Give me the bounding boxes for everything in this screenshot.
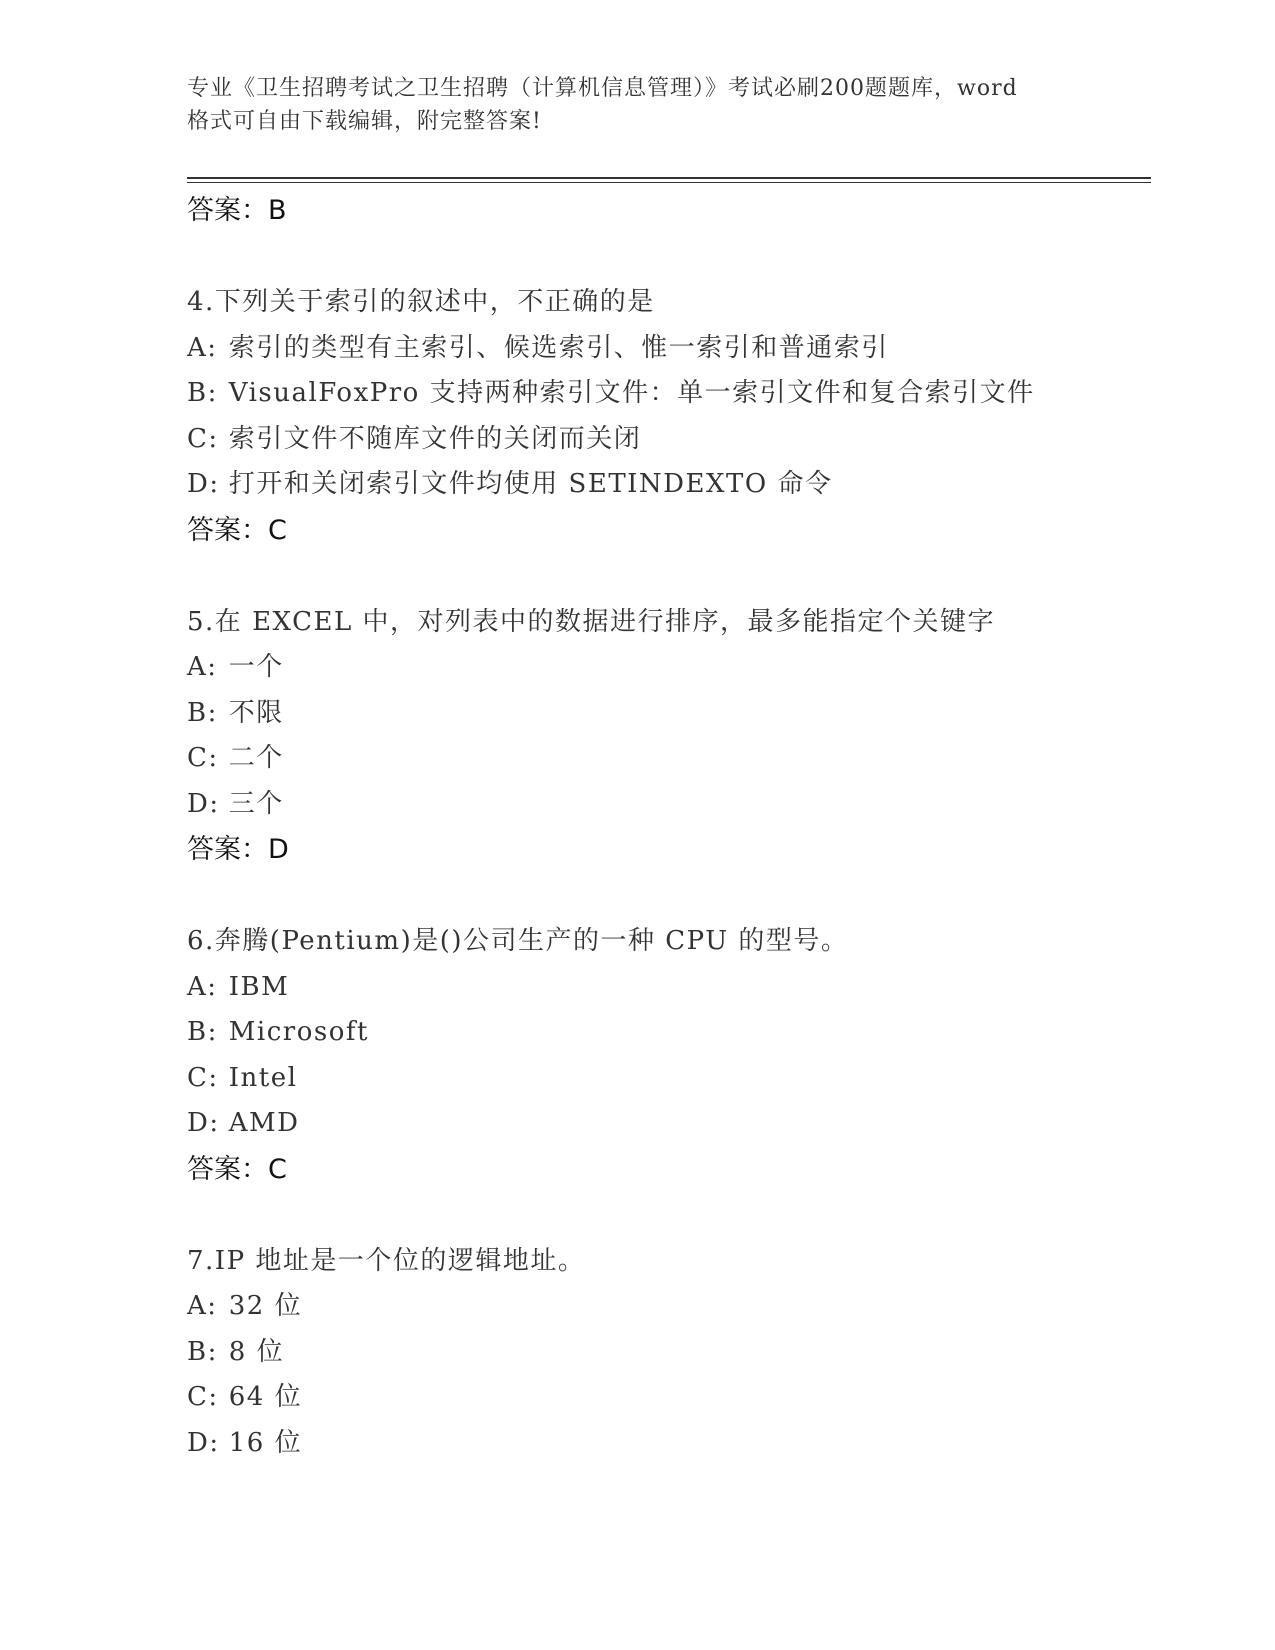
option-d	[187, 782, 1151, 828]
option-b	[187, 1330, 1151, 1376]
option-label: A:	[187, 652, 218, 682]
option-label: D:	[187, 788, 220, 819]
option-label: D:	[187, 1108, 220, 1138]
option-c	[187, 1056, 1151, 1102]
option-text: 16 位	[228, 1427, 303, 1458]
option-text: 三个	[228, 788, 284, 819]
option-label: D:	[187, 469, 220, 499]
question-6	[187, 919, 1151, 1192]
option-d	[187, 1101, 1151, 1147]
answer-line: 答案：C	[187, 514, 287, 546]
option-text: IBM	[228, 971, 290, 1002]
option-b	[187, 1010, 1151, 1056]
question-stem: 6.奔腾(Pentium)是()公司生产的一种 CPU 的型号。	[187, 926, 849, 956]
option-text: VisualFoxPro 支持两种索引文件：单一索引文件和复合索引文件	[228, 378, 1035, 408]
option-label: A:	[187, 971, 218, 1002]
option-d	[187, 462, 1151, 508]
option-text: Intel	[228, 1062, 298, 1093]
option-label: C:	[187, 1382, 219, 1412]
option-text: 索引的类型有主索引、候选索引、惟一索引和普通索引	[228, 332, 889, 363]
option-text: 索引文件不随库文件的关闭而关闭	[228, 423, 642, 454]
header-divider-thick	[187, 177, 1151, 179]
option-label: C:	[187, 743, 219, 773]
question-4	[187, 280, 1151, 553]
option-label: B:	[187, 1336, 218, 1367]
option-label: A:	[187, 1291, 218, 1321]
option-label: A:	[187, 332, 218, 363]
option-c	[187, 1375, 1151, 1421]
option-a	[187, 1284, 1151, 1330]
option-label: B:	[187, 378, 218, 408]
option-label: D:	[187, 1427, 220, 1458]
option-label: B:	[187, 697, 218, 728]
header-divider-thin	[187, 182, 1151, 183]
option-label: B:	[187, 1017, 218, 1047]
question-5	[187, 600, 1151, 873]
option-text: 64 位	[228, 1382, 303, 1412]
option-text: 打开和关闭索引文件均使用 SETINDEXTO 命令	[228, 469, 833, 499]
option-text: 32 位	[228, 1291, 303, 1321]
header-line-2: 格式可自由下载编辑，附完整答案!	[187, 109, 542, 134]
question-list	[187, 188, 1151, 1466]
answer-line: 答案：B	[187, 195, 287, 226]
option-text: 一个	[228, 652, 284, 682]
option-b	[187, 371, 1151, 417]
answer-line: 答案：C	[187, 1153, 287, 1185]
question-stem: 4.下列关于索引的叙述中，不正确的是	[187, 287, 655, 317]
question-stem: 5.在 EXCEL 中，对列表中的数据进行排序，最多能指定个关键字	[187, 606, 996, 637]
answer-line: 答案：D	[187, 834, 289, 865]
option-b	[187, 691, 1151, 737]
option-d	[187, 1421, 1151, 1467]
question-7	[187, 1239, 1151, 1467]
option-a	[187, 645, 1151, 691]
document-header	[187, 72, 1097, 138]
question-stem: 7.IP 地址是一个位的逻辑地址。	[187, 1245, 586, 1276]
option-text: 二个	[228, 743, 284, 773]
option-a	[187, 326, 1151, 372]
option-label: C:	[187, 1062, 219, 1093]
option-text: Microsoft	[228, 1017, 369, 1047]
option-text: 不限	[228, 697, 284, 728]
option-label: C:	[187, 423, 219, 454]
option-text: AMD	[228, 1108, 300, 1138]
option-a	[187, 965, 1151, 1011]
header-line-1: 专业《卫生招聘考试之卫生招聘（计算机信息管理）》考试必刷200题题库，word	[187, 76, 1018, 101]
option-c	[187, 417, 1151, 463]
option-c	[187, 736, 1151, 782]
option-text: 8 位	[228, 1336, 285, 1367]
